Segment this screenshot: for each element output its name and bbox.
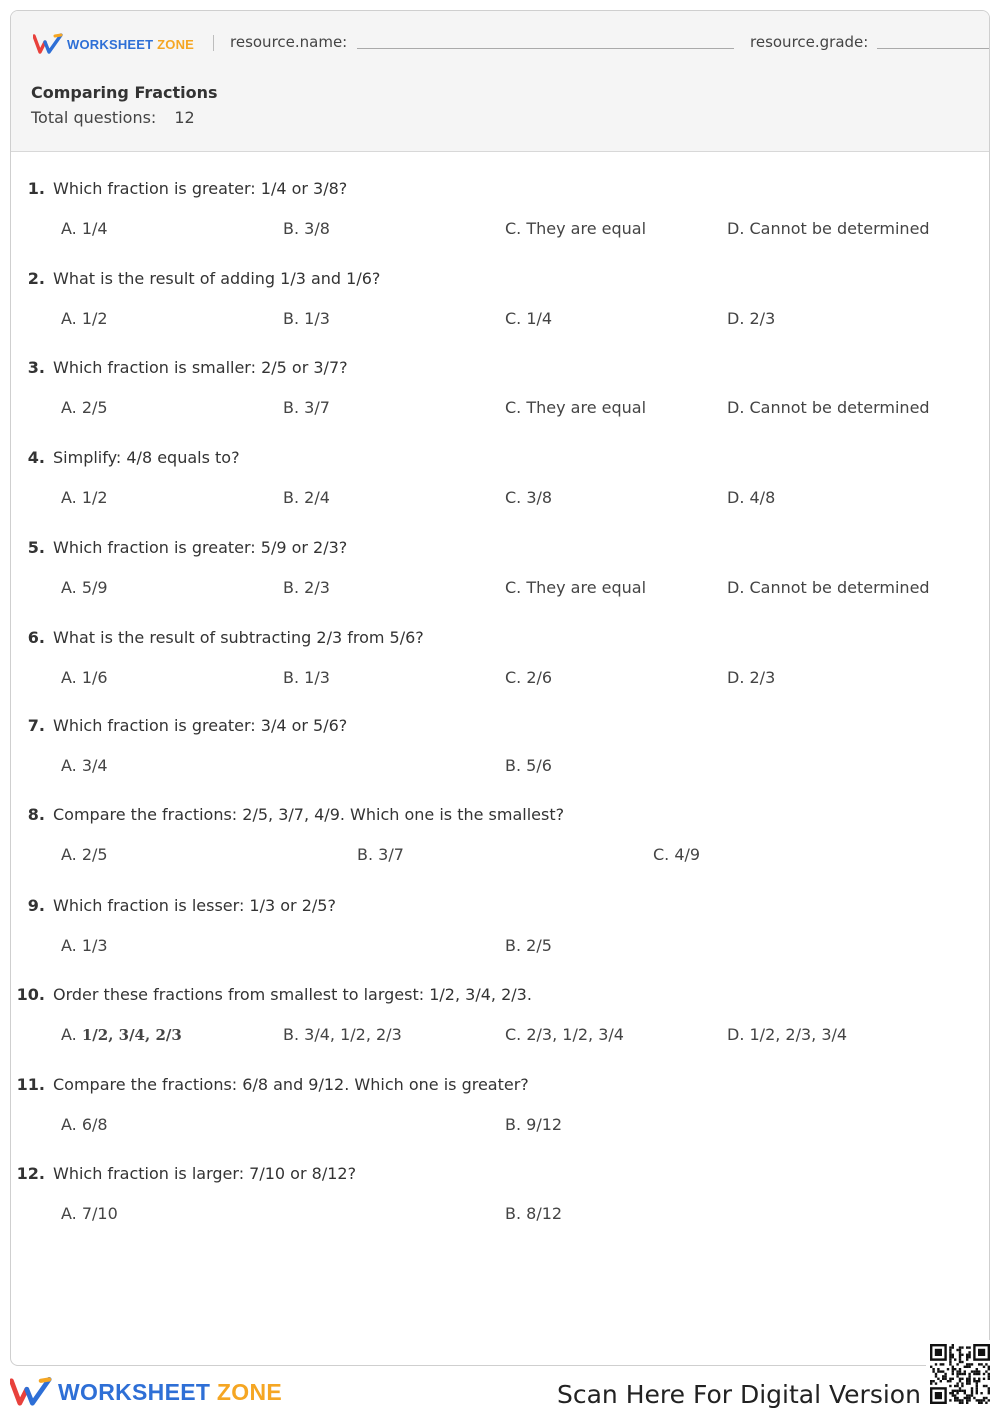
option-a[interactable]: A. 1/4 (61, 219, 108, 238)
question-prompt: Which fraction is larger: 7/10 or 8/12? (53, 1164, 357, 1183)
option-a[interactable]: A. 2/5 (61, 398, 108, 417)
total-questions (31, 108, 195, 127)
total-questions-value: 12 (174, 108, 195, 127)
worksheet-header (11, 11, 989, 152)
question-number: 1. (27, 179, 45, 198)
option-b[interactable]: B. 2/4 (283, 488, 330, 507)
brand-wordmark: WORKSHEET ZONE (67, 36, 195, 52)
question-text (11, 448, 240, 467)
option-b[interactable]: B. 3/7 (283, 398, 330, 417)
option-a[interactable]: A. 1/2 (61, 309, 108, 328)
question-text (11, 269, 380, 288)
question-number: 5. (27, 538, 45, 557)
question-number: 4. (27, 448, 45, 467)
option-a[interactable]: A. 6/8 (61, 1115, 108, 1134)
question-number: 3. (27, 358, 45, 377)
qr-code-graphic (930, 1344, 990, 1404)
option-a[interactable] (61, 1025, 182, 1044)
option-a[interactable]: A. 1/3 (61, 936, 108, 955)
question-prompt: Which fraction is greater: 5/9 or 2/3? (53, 538, 348, 557)
option-b[interactable]: B. 3/4, 1/2, 2/3 (283, 1025, 402, 1044)
option-c[interactable]: C. 2/6 (505, 668, 553, 687)
scan-instruction: Scan Here For Digital Version (557, 1380, 921, 1409)
option-b[interactable]: B. 3/8 (283, 219, 330, 238)
question-number: 7. (27, 716, 45, 735)
option-a[interactable]: A. 1/6 (61, 668, 108, 687)
question-prompt: Simplify: 4/8 equals to? (53, 448, 240, 467)
option-c[interactable]: C. 2/3, 1/2, 3/4 (505, 1025, 624, 1044)
question-number: 9. (27, 896, 45, 915)
question-number: 2. (27, 269, 45, 288)
worksheet-zone-logo-icon (33, 33, 63, 55)
question-number: 10. (16, 985, 45, 1004)
question-text (11, 805, 564, 824)
option-b[interactable]: B. 2/3 (283, 578, 330, 597)
page-footer (0, 1366, 1000, 1414)
option-b[interactable]: B. 5/6 (505, 756, 552, 775)
question-text (11, 896, 336, 915)
question-prompt: Which fraction is lesser: 1/3 or 2/5? (53, 896, 336, 915)
question-text (11, 538, 347, 557)
question-text (11, 1164, 356, 1183)
question-text (11, 628, 424, 647)
brand-wordmark: WORKSHEET ZONE (58, 1378, 282, 1405)
option-c[interactable]: C. 4/9 (653, 845, 701, 864)
option-d[interactable]: D. Cannot be determined (727, 578, 930, 597)
option-d[interactable]: D. 2/3 (727, 309, 776, 328)
option-a[interactable]: A. 2/5 (61, 845, 108, 864)
question-number: 6. (27, 628, 45, 647)
question-prompt: Which fraction is greater: 3/4 or 5/6? (53, 716, 348, 735)
option-b[interactable]: B. 3/7 (357, 845, 404, 864)
question-prompt: Which fraction is smaller: 2/5 or 3/7? (53, 358, 348, 377)
resource-name-line (357, 48, 734, 49)
resource-name-label: resource.name: (230, 33, 348, 51)
option-c[interactable]: C. 1/4 (505, 309, 553, 328)
worksheet-sheet (10, 10, 990, 1366)
option-a[interactable]: A. 7/10 (61, 1204, 118, 1223)
resource-grade-label: resource.grade: (750, 33, 869, 51)
question-prompt: What is the result of adding 1/3 and 1/6? (53, 269, 381, 288)
option-c[interactable]: C. They are equal (505, 578, 647, 597)
option-b[interactable]: B. 1/3 (283, 309, 330, 328)
question-number: 8. (27, 805, 45, 824)
option-c[interactable]: C. They are equal (505, 398, 647, 417)
option-a[interactable]: A. 3/4 (61, 756, 108, 775)
option-d[interactable]: D. 4/8 (727, 488, 776, 507)
option-b[interactable]: B. 8/12 (505, 1204, 563, 1223)
question-text (11, 716, 347, 735)
option-d[interactable]: D. Cannot be determined (727, 398, 930, 417)
question-prompt: Which fraction is greater: 1/4 or 3/8? (53, 179, 348, 198)
option-a-letter: A. (61, 1025, 82, 1044)
question-prompt: Compare the fractions: 2/5, 3/7, 4/9. Which one is the smallest? (53, 805, 565, 824)
question-text (11, 179, 347, 198)
qr-code-icon[interactable] (926, 1340, 994, 1408)
worksheet-title: Comparing Fractions (31, 83, 218, 102)
question-prompt: What is the result of subtracting 2/3 from 5/6? (53, 628, 424, 647)
total-questions-label: Total questions: (31, 108, 157, 127)
question-prompt: Order these fractions from smallest to largest: 1/2, 3/4, 2/3. (53, 985, 532, 1004)
option-a-value: 1/2, 3/4, 2/3 (81, 1026, 182, 1044)
option-d[interactable]: D. 2/3 (727, 668, 776, 687)
option-d[interactable]: D. Cannot be determined (727, 219, 930, 238)
question-number: 11. (16, 1075, 45, 1094)
question-number: 12. (16, 1164, 45, 1183)
worksheet-zone-logo-icon (10, 1376, 52, 1408)
question-text (11, 985, 532, 1004)
brand-logo-small (33, 33, 194, 55)
question-prompt: Compare the fractions: 6/8 and 9/12. Which one is greater? (53, 1075, 529, 1094)
option-a[interactable]: A. 5/9 (61, 578, 108, 597)
option-b[interactable]: B. 9/12 (505, 1115, 563, 1134)
brand-logo-large (10, 1376, 282, 1408)
option-b[interactable]: B. 1/3 (283, 668, 330, 687)
option-b[interactable]: B. 2/5 (505, 936, 552, 955)
resource-grade-line (877, 48, 990, 49)
header-separator (213, 35, 214, 51)
option-d[interactable]: D. 1/2, 2/3, 3/4 (727, 1025, 848, 1044)
option-c[interactable]: C. 3/8 (505, 488, 553, 507)
option-c[interactable]: C. They are equal (505, 219, 647, 238)
question-text (11, 358, 348, 377)
option-a[interactable]: A. 1/2 (61, 488, 108, 507)
question-text (11, 1075, 529, 1094)
